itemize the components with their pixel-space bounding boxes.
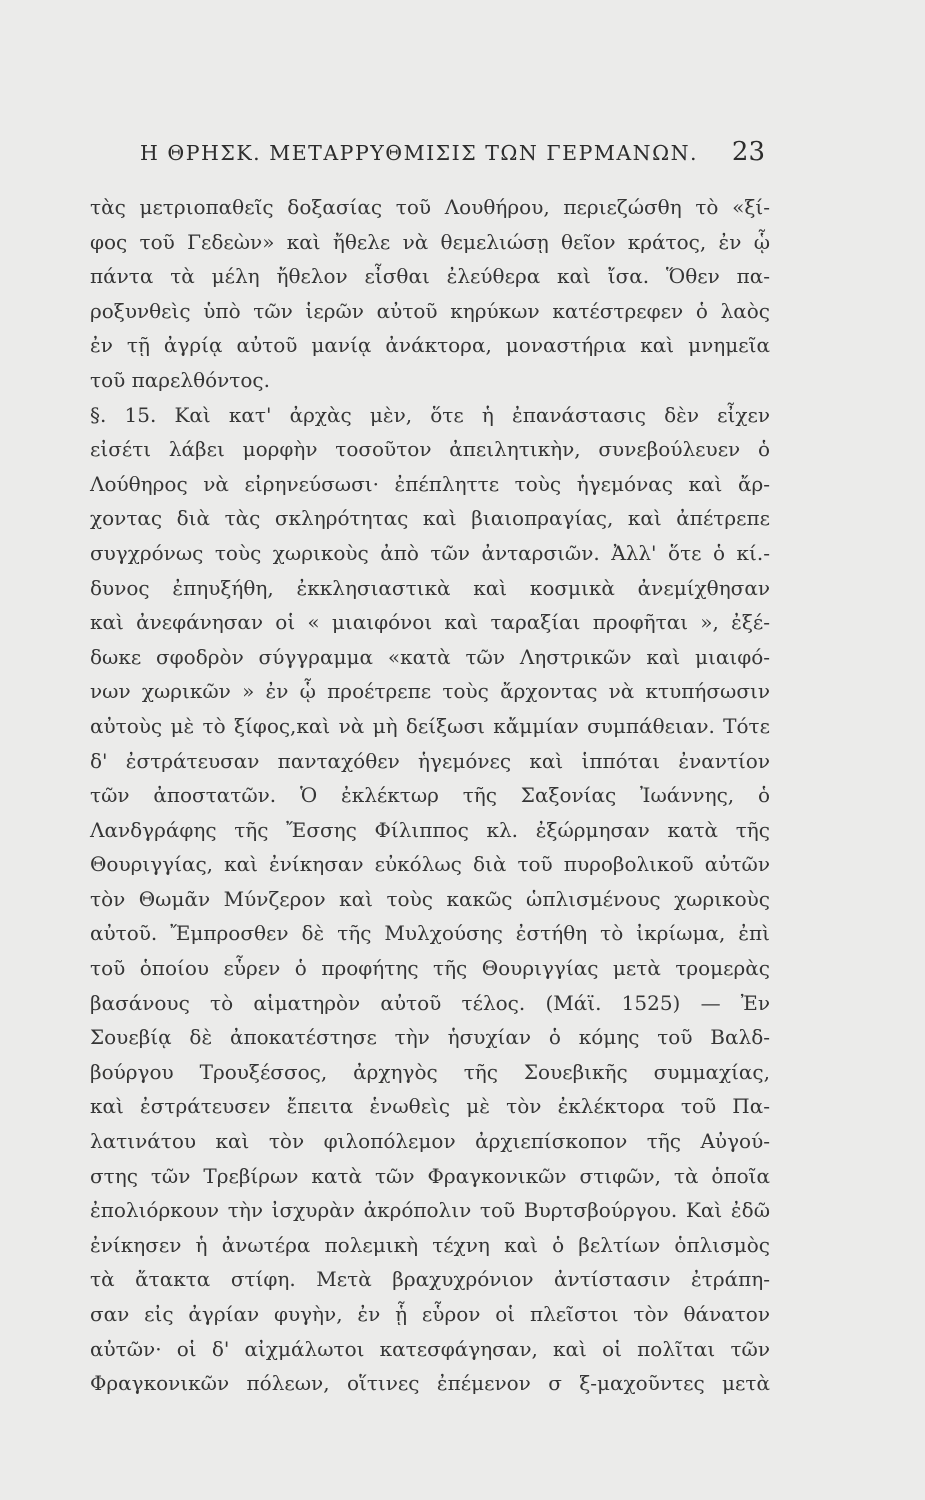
- running-title: Η ΘΡΗΣΚ. ΜΕΤΑΡΡΥΘΜΙΣΙΣ ΤΩΝ ΓΕΡΜΑΝΩΝ.: [140, 141, 699, 165]
- text-line: καὶ ἀνεφάνησαν οἱ « μιαιφόνοι καὶ ταραξίαι προφῆται », ἐξέ-: [90, 610, 770, 635]
- text-line: τῶν ἀποστατῶν. Ὁ ἐκλέκτωρ τῆς Σαξονίας Ἰωάννης, ὁ: [90, 783, 770, 808]
- text-line: δυνος ἐπηυξήθη, ἐκκλησιαστικὰ καὶ κοσμικὰ ἀνεμίχθησαν: [90, 575, 770, 600]
- text-line: συγχρόνως τοὺς χωρικοὺς ἀπὸ τῶν ἀνταρσιῶν. Ἀλλ' ὅτε ὁ κί.-: [90, 540, 770, 565]
- text-line: νων χωρικῶν » ἐν ᾧ προέτρεπε τοὺς ἄρχοντας νὰ κτυπήσωσιν: [90, 679, 770, 704]
- text-line: δ' ἐστράτευσαν πανταχόθεν ἡγεμόνες καὶ ἱππόται ἐναντίον: [90, 748, 770, 773]
- text-line: §. 15. Καὶ κατ' ἀρχὰς μὲν, ὅτε ἡ ἐπανάστασις δὲν εἶχεν: [90, 402, 770, 427]
- body-text: [90, 190, 770, 1401]
- text-line: ἐν τῇ ἀγρίᾳ αὐτοῦ μανίᾳ ἀνάκτορα, μοναστήρια καὶ μνημεῖα: [90, 333, 770, 358]
- text-line: Σουεβίᾳ δὲ ἀποκατέστησε τὴν ἡσυχίαν ὁ κόμης τοῦ Βαλδ-: [90, 1025, 770, 1050]
- text-line: σαν εἰς ἀγρίαν φυγὴν, ἐν ᾗ εὗρον οἱ πλεῖστοι τὸν θάνατον: [90, 1302, 770, 1326]
- running-head: [140, 135, 765, 175]
- text-line: καὶ ἐστράτευσεν ἔπειτα ἑνωθεὶς μὲ τὸν ἐκλέκτορα τοῦ Πα-: [90, 1094, 770, 1119]
- text-line: αὐτῶν· οἱ δ' αἰχμάλωτοι κατεσφάγησαν, καὶ οἱ πολῖται τῶν: [90, 1336, 770, 1361]
- text-line: βούργου Τρουξέσσος, ἀρχηγὸς τῆς Σουεβικῆς συμμαχίας,: [90, 1059, 770, 1084]
- text-line: Θουριγγίας, καὶ ἐνίκησαν εὐκόλως διὰ τοῦ πυροβολικοῦ αὐτῶν: [90, 852, 770, 877]
- text-line: τὰ ἄτακτα στίφη. Μετὰ βραχυχρόνιον ἀντίστασιν ἐτράπη-: [90, 1267, 770, 1292]
- text-line: εἰσέτι λάβει μορφὴν τοσοῦτον ἀπειλητικὴν, συνεβούλευεν ὁ: [90, 437, 770, 462]
- text-line: τὸν Θωμᾶν Μύνζερον καὶ τοὺς κακῶς ὡπλισμένους χωρικοὺς: [90, 886, 770, 911]
- text-line: Φραγκονικῶν πόλεων, οἵτινες ἐπέμενον σ ξ-μαχοῦντες μετὰ: [90, 1371, 770, 1396]
- text-line: Λανδγράφης τῆς Ἔσσης Φίλιππος κλ. ἐξώρμησαν κατὰ τῆς: [90, 817, 770, 842]
- text-line: αὐτοὺς μὲ τὸ ξίφος,καὶ νὰ μὴ δείξωσι κἄμμίαν συμπάθειαν. Τότε: [90, 713, 770, 738]
- text-line: πάντα τὰ μέλη ἤθελον εἶσθαι ἐλεύθερα καὶ ἴσα. Ὅθεν πα-: [90, 264, 770, 289]
- text-line: στης τῶν Τρεβίρων κατὰ τῶν Φραγκονικῶν στιφῶν, τὰ ὁποῖα: [90, 1163, 770, 1188]
- text-line: φος τοῦ Γεδεὼν» καὶ ἤθελε νὰ θεμελιώσῃ θεῖον κράτος, ἐν ᾧ: [90, 229, 770, 254]
- text-line: Λούθηρος νὰ εἰρηνεύσωσι· ἐπέπληττε τοὺς ἡγεμόνας καὶ ἄρ-: [90, 471, 770, 496]
- text-line: αὐτοῦ. Ἔμπροσθεν δὲ τῆς Μυλχούσης ἐστήθη τὸ ἰκρίωμα, ἐπὶ: [90, 921, 770, 946]
- text-line: ροξυνθεὶς ὑπὸ τῶν ἱερῶν αὐτοῦ κηρύκων κατέστρεφεν ὁ λαὸς: [90, 298, 770, 323]
- text-line: τὰς μετριοπαθεῖς δοξασίας τοῦ Λουθήρου, περιεζώσθη τὸ «ξί-: [90, 195, 770, 219]
- text-line: λατινάτου καὶ τὸν φιλοπόλεμον ἀρχιεπίσκοπον τῆς Αὐγού-: [90, 1129, 770, 1154]
- text-line: δωκε σφοδρὸν σύγγραμμα «κατὰ τῶν Ληστρικῶν καὶ μιαιφό-: [90, 644, 770, 669]
- text-line: ἐνίκησεν ἡ ἀνωτέρα πολεμικὴ τέχνη καὶ ὁ βελτίων ὁπλισμὸς: [90, 1232, 770, 1257]
- text-line: βασάνους τὸ αἱματηρὸν αὐτοῦ τέλος. (Μάϊ. 1525) — Ἐν: [90, 990, 770, 1015]
- text-line: ἐπολιόρκουν τὴν ἰσχυρὰν ἀκρόπολιν τοῦ Βυρτσβούργου. Καὶ ἐδῶ: [90, 1198, 770, 1223]
- text-line: τοῦ παρελθόντος.: [90, 367, 270, 392]
- text-line: χοντας διὰ τὰς σκληρότητας καὶ βιαιοπραγίας, καὶ ἀπέτρεπε: [90, 506, 770, 531]
- page-number: 23: [731, 137, 765, 167]
- text-line: τοῦ ὁποίου εὗρεν ὁ προφήτης τῆς Θουριγγίας μετὰ τρομερὰς: [90, 956, 770, 981]
